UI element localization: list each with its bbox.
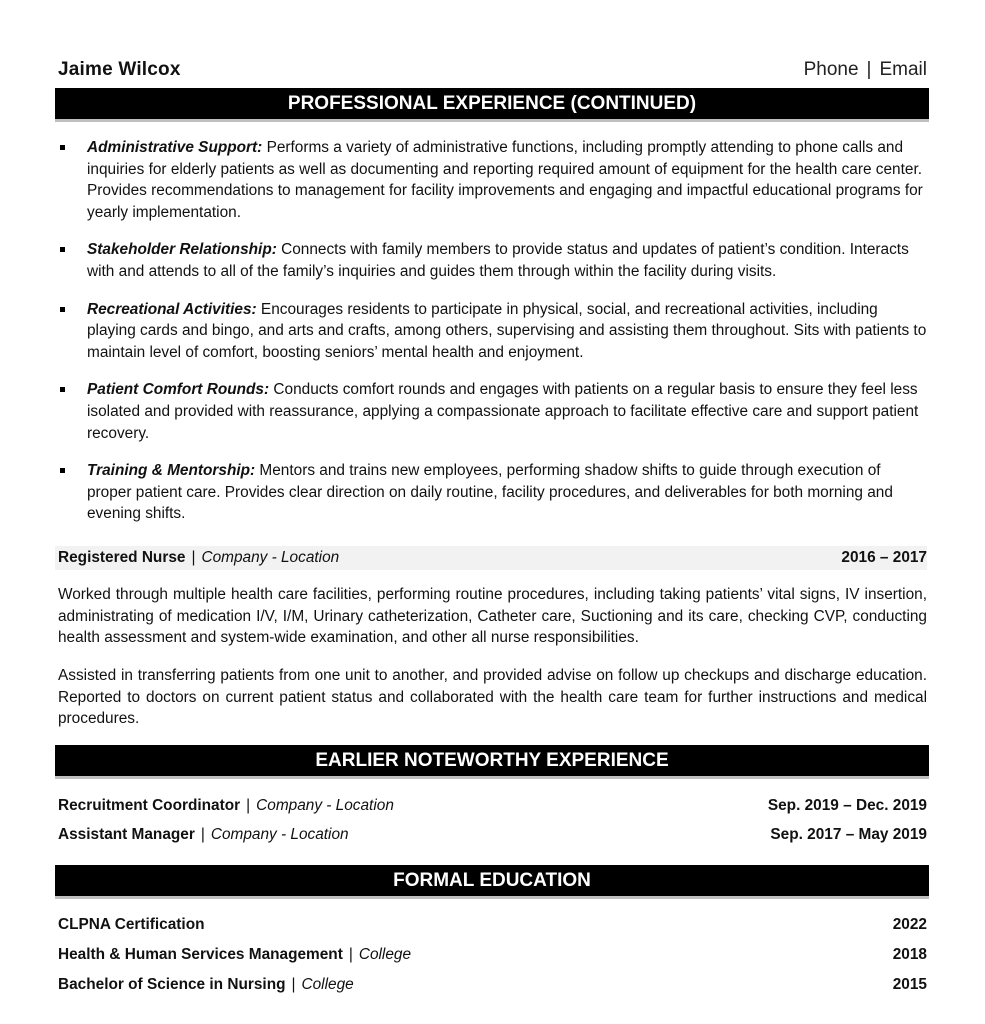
bullet-text: Connects with family members to provide status and updates of patient’s condition. Interacts with and attends to all of the family’s inquiries and guides them through within the facility during visits. [87, 241, 909, 280]
bullet-term: Training & Mentorship: [87, 462, 256, 480]
education-year: 2018 [892, 946, 927, 963]
earlier-role-row [55, 823, 927, 847]
job-separator: | [191, 549, 196, 566]
bullet-item [58, 299, 928, 364]
bullet-text: Mentors and trains new employees, performing shadow shifts to guide through execution of proper patient care. Provides clear direction on daily routine, facility procedures, and deliverables for both morning and evening shifts. [87, 462, 893, 523]
section-heading-education: FORMAL EDUCATION [55, 865, 929, 899]
contact-separator: | [866, 59, 872, 80]
job-description-paragraph: Assisted in transferring patients from one unit to another, and provided advise on follow up checkups and discharge education. Reported to doctors on current patient status and collaborated with the health care team for further instructions and medical procedures. [58, 667, 927, 728]
education-row [55, 913, 927, 937]
resume-header [58, 56, 927, 84]
role-separator: | [246, 797, 251, 814]
candidate-name: Jaime Wilcox [58, 59, 181, 80]
bullet-term: Patient Comfort Rounds: [87, 381, 270, 399]
phone-label: Phone [803, 59, 859, 80]
responsibility-list [58, 137, 928, 541]
bullet-term: Administrative Support: [87, 139, 263, 156]
email-label: Email [879, 59, 927, 80]
role-title: Recruitment Coordinator [58, 797, 241, 814]
role-dates: Sep. 2019 – Dec. 2019 [767, 797, 927, 814]
job-row-registered-nurse [55, 546, 927, 570]
education-separator: | [348, 946, 353, 963]
role-title: Assistant Manager [58, 826, 195, 843]
education-institution: College [358, 946, 412, 963]
role-heading [58, 797, 394, 815]
contact-info [804, 59, 927, 81]
education-title: Health & Human Services Management [58, 946, 343, 963]
square-bullet-icon [60, 468, 65, 473]
education-heading [58, 916, 205, 934]
job-heading [58, 549, 339, 567]
square-bullet-icon [60, 247, 65, 252]
square-bullet-icon [60, 387, 65, 392]
section-heading-experience-continued: PROFESSIONAL EXPERIENCE (CONTINUED) [55, 88, 929, 122]
role-company-location: Company - Location [210, 826, 349, 843]
education-title: CLPNA Certification [58, 916, 205, 933]
bullet-term: Recreational Activities: [87, 300, 257, 318]
education-heading [58, 976, 354, 994]
education-year: 2015 [892, 976, 927, 993]
bullet-item [58, 239, 928, 282]
bullet-text: Conducts comfort rounds and engages with patients on a regular basis to ensure they feel less isolated and provided with reassurance, applying a compassionate approach to facilitate effective care and support patient recovery. [87, 381, 919, 442]
education-separator: | [291, 976, 296, 993]
role-separator: | [200, 826, 205, 843]
bullet-text: Encourages residents to participate in physical, social, and recreational activities, including playing cards and bingo, and arts and crafts, among others, supervising and assisting them throughout. Sits with patients to maintain level of comfort, boosting seniors’ mental health and enjoyment. [87, 300, 927, 361]
education-row [55, 973, 927, 997]
square-bullet-icon [60, 307, 65, 312]
education-year: 2022 [892, 916, 927, 933]
square-bullet-icon [60, 145, 65, 150]
role-heading [58, 826, 349, 844]
education-title: Bachelor of Science in Nursing [58, 976, 286, 993]
bullet-item [58, 379, 928, 444]
bullet-text: Performs a variety of administrative functions, including promptly attending to phone calls and inquiries for elderly patients as well as documenting and reporting required amount of equipment for the health care center. Provides recommendations to management for facility improvements and engaging and impactful educational programs for yearly implementation. [87, 139, 923, 221]
job-dates: 2016 – 2017 [841, 549, 927, 566]
earlier-role-row [55, 794, 927, 818]
education-institution: College [301, 976, 354, 993]
role-dates: Sep. 2017 – May 2019 [770, 826, 927, 843]
bullet-term: Stakeholder Relationship: [87, 241, 277, 259]
role-company-location: Company - Location [256, 797, 394, 814]
job-company-location: Company - Location [201, 549, 340, 566]
job-title: Registered Nurse [58, 549, 186, 566]
bullet-item [58, 460, 928, 525]
bullet-item [58, 137, 928, 223]
education-row [55, 943, 927, 967]
section-heading-earlier-experience: EARLIER NOTEWORTHY EXPERIENCE [55, 745, 929, 779]
education-heading [58, 946, 411, 964]
job-description-paragraph: Worked through multiple health care facilities, performing routine procedures, including taking patients’ vital signs, IV insertion, administrating of medication I/V, I/M, Urinary catheterization, Catheter care, Suctioning and its care, checking CVP, conducting health assessment and system-wide examination, and other all nurse responsibilities. [58, 586, 927, 647]
